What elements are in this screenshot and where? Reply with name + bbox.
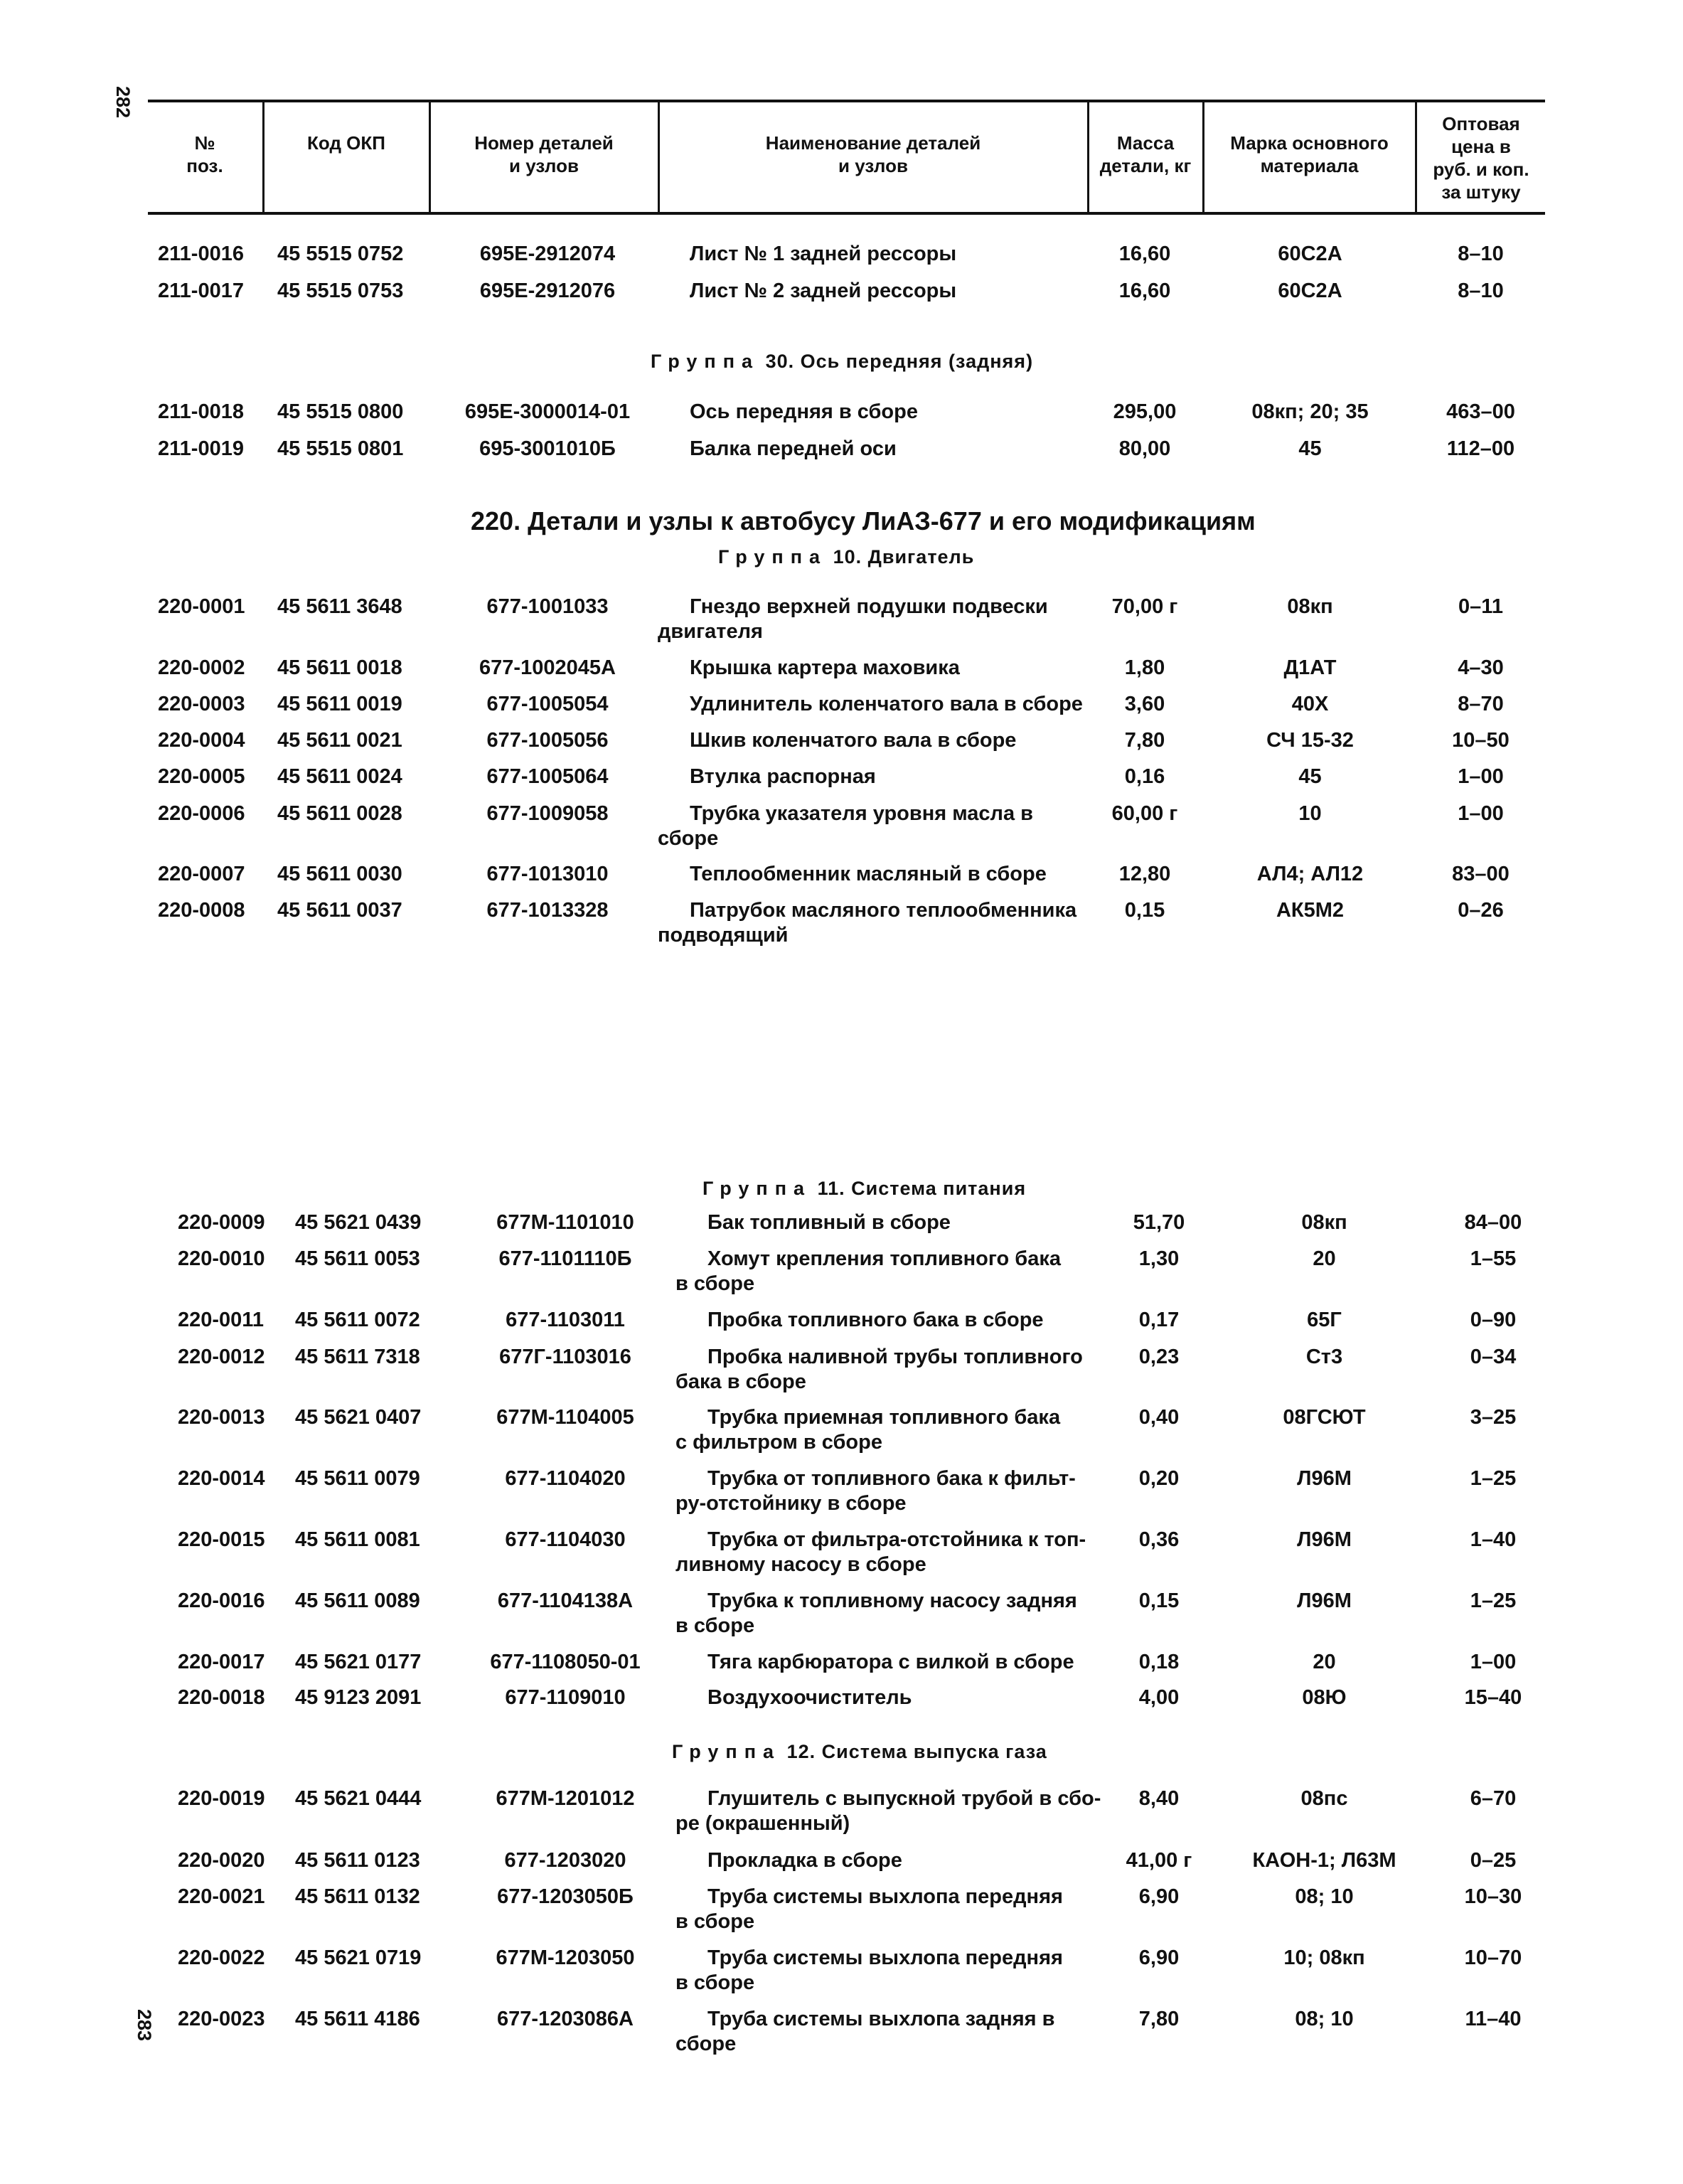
cell-pos: 220-0019 (178, 1787, 265, 1810)
cell-price: 1–00 (1470, 1651, 1517, 1673)
cell-pos: 211-0018 (158, 400, 244, 423)
group-title: 10. Двигатель (833, 546, 975, 568)
cell-name-continued: бака в сборе (675, 1370, 806, 1393)
cell-name-continued: сборе (658, 827, 719, 850)
cell-mass: 6,90 (1138, 1885, 1180, 1908)
cell-number: 677М-1101010 (496, 1211, 634, 1234)
cell-number: 695Е-2912076 (479, 279, 616, 302)
cell-okp: 45 5611 3648 (277, 595, 402, 618)
cell-name: Трубка от фильтра-отстойника к топ- (707, 1528, 1086, 1551)
cell-mass: 60,00 г (1111, 802, 1178, 825)
cell-mass: 3,60 (1124, 693, 1165, 715)
cell-pos: 220-0023 (178, 2008, 265, 2030)
cell-name: Удлинитель коленчатого вала в сборе (690, 693, 1083, 715)
cell-mass: 0,18 (1138, 1651, 1180, 1673)
cell-material: 10; 08кп (1283, 1946, 1365, 1969)
header-bottom-rule (148, 212, 1545, 215)
cell-price: 112–00 (1446, 437, 1515, 460)
table-row (0, 595, 1683, 644)
cell-number: 677Г-1103016 (499, 1346, 631, 1368)
group-heading-30 (651, 351, 1033, 373)
cell-price: 0–11 (1458, 595, 1503, 618)
table-row (0, 801, 1683, 851)
table-row (0, 692, 1683, 718)
cell-pos: 220-0012 (178, 1346, 265, 1368)
header-number: Номер деталей и узлов (474, 132, 614, 176)
cell-material: СЧ 15-32 (1266, 729, 1354, 752)
cell-pos: 220-0005 (158, 765, 245, 788)
cell-okp: 45 5611 0019 (277, 693, 402, 715)
cell-pos: 211-0017 (158, 279, 244, 302)
cell-price: 84–00 (1464, 1211, 1522, 1234)
cell-okp: 45 5515 0801 (277, 437, 404, 460)
table-row (0, 1650, 1683, 1676)
cell-pos: 220-0010 (178, 1247, 265, 1270)
cell-number: 677-1203086А (497, 2008, 634, 2030)
cell-price: 463–00 (1446, 400, 1515, 423)
cell-name-continued: в сборе (675, 1272, 755, 1295)
cell-number: 677-1104138А (497, 1589, 634, 1612)
table-row (0, 728, 1683, 754)
table-row (0, 437, 1683, 462)
cell-mass: 16,60 (1118, 279, 1171, 302)
group-word: Группа (672, 1741, 781, 1762)
header-divider (262, 102, 265, 213)
table-row (0, 1946, 1683, 1996)
cell-okp: 45 9123 2091 (295, 1686, 422, 1709)
cell-name: Пробка наливной трубы топливного (707, 1346, 1083, 1368)
cell-material: 08пс (1300, 1787, 1348, 1810)
cell-name: Труба системы выхлопа передняя (707, 1885, 1063, 1908)
header-material: Марка основного материала (1230, 132, 1389, 176)
cell-material: 20 (1313, 1651, 1336, 1673)
cell-name: Хомут крепления топливного бака (707, 1247, 1061, 1270)
cell-pos: 220-0008 (158, 899, 245, 922)
cell-name: Тяга карбюратора с вилкой в сборе (707, 1651, 1074, 1673)
cell-name-continued: в сборе (675, 1614, 755, 1637)
cell-material: Д1АТ (1283, 656, 1337, 679)
cell-price: 8–10 (1458, 243, 1504, 265)
cell-okp: 45 5621 0439 (295, 1211, 422, 1234)
cell-pos: 220-0007 (158, 863, 245, 885)
cell-okp: 45 5611 0081 (295, 1528, 420, 1551)
cell-name: Трубка к топливному насосу задняя (707, 1589, 1077, 1612)
table-row (0, 1528, 1683, 1577)
cell-material: АЛ4; АЛ12 (1256, 863, 1364, 885)
cell-price: 1–55 (1470, 1247, 1517, 1270)
cell-mass: 7,80 (1138, 2008, 1180, 2030)
cell-number: 677-1104020 (505, 1467, 626, 1490)
cell-okp: 45 5611 4186 (295, 2008, 420, 2030)
cell-mass: 7,80 (1124, 729, 1165, 752)
cell-number: 677-1103011 (506, 1309, 625, 1331)
table-row (0, 1308, 1683, 1333)
section-heading-220: 220. Детали и узлы к автобусу ЛиАЗ-677 и его модификациям (471, 506, 1256, 536)
cell-price: 6–70 (1470, 1787, 1517, 1810)
cell-name: Труба системы выхлопа передняя (707, 1946, 1063, 1969)
group-title: 30. Ось передняя (задняя) (765, 351, 1034, 372)
cell-number: 677-1005054 (486, 693, 609, 715)
cell-material: 08кп; 20; 35 (1251, 400, 1369, 423)
cell-okp: 45 5611 0072 (295, 1309, 420, 1331)
cell-price: 15–40 (1464, 1686, 1522, 1709)
table-row (0, 2007, 1683, 2057)
cell-name: Труба системы выхлопа задняя в (707, 2008, 1055, 2030)
cell-name: Втулка распорная (690, 765, 876, 788)
cell-pos: 220-0020 (178, 1849, 265, 1872)
table-row (0, 1247, 1683, 1296)
cell-name: Лист № 1 задней рессоры (690, 243, 957, 265)
cell-name: Пробка топливного бака в сборе (707, 1309, 1044, 1331)
cell-pos: 220-0021 (178, 1885, 265, 1908)
group-word: Группа (651, 351, 760, 372)
cell-number: 677-1013010 (486, 863, 609, 885)
cell-pos: 220-0003 (158, 693, 245, 715)
cell-price: 4–30 (1458, 656, 1504, 679)
cell-material: 08; 10 (1295, 2008, 1354, 2030)
cell-price: 0–34 (1470, 1346, 1517, 1368)
table-row (0, 279, 1683, 304)
cell-name-continued: ру-отстойнику в сборе (675, 1492, 907, 1515)
header-price: Оптовая цена в руб. и коп. за штуку (1433, 113, 1529, 203)
table-row (0, 1685, 1683, 1711)
cell-price: 1–00 (1458, 765, 1504, 788)
cell-name-continued: подводящий (658, 924, 789, 947)
cell-name: Шкив коленчатого вала в сборе (690, 729, 1017, 752)
cell-price: 0–90 (1470, 1309, 1517, 1331)
header-top-rule (148, 100, 1545, 102)
cell-price: 0–26 (1458, 899, 1504, 922)
table-row (0, 1885, 1683, 1934)
cell-okp: 45 5515 0752 (277, 243, 404, 265)
cell-name-continued: с фильтром в сборе (675, 1431, 882, 1454)
cell-pos: 220-0014 (178, 1467, 265, 1490)
cell-material: 65Г (1307, 1309, 1342, 1331)
cell-number: 695Е-3000014-01 (464, 400, 631, 423)
cell-number: 695-3001010Б (479, 437, 616, 460)
group-heading-10 (718, 546, 974, 568)
cell-name-continued: в сборе (675, 1971, 755, 1994)
cell-pos: 220-0004 (158, 729, 245, 752)
cell-material: 08ГСЮТ (1283, 1406, 1366, 1429)
cell-mass: 0,36 (1138, 1528, 1180, 1551)
cell-material: Ст3 (1305, 1346, 1343, 1368)
table-row (0, 1466, 1683, 1516)
cell-material: 60С2А (1278, 243, 1342, 265)
page-number-bottom: 283 (134, 2008, 156, 2042)
cell-price: 10–50 (1452, 729, 1510, 752)
cell-name: Ось передняя в сборе (690, 400, 918, 423)
table-row (0, 862, 1683, 888)
cell-okp: 45 5611 0089 (295, 1589, 420, 1612)
cell-number: 677-1108050-01 (490, 1651, 641, 1673)
cell-mass: 8,40 (1138, 1787, 1180, 1810)
cell-number: 677М-1203050 (496, 1946, 635, 1969)
cell-mass: 0,20 (1138, 1467, 1180, 1490)
cell-mass: 0,16 (1124, 765, 1165, 788)
cell-number: 677-1009058 (486, 802, 609, 825)
cell-name: Трубка от топливного бака к фильт- (707, 1467, 1076, 1490)
cell-mass: 80,00 (1118, 437, 1171, 460)
cell-okp: 45 5611 0053 (295, 1247, 420, 1270)
cell-name: Воздухоочиститель (707, 1686, 912, 1709)
group-title: 12. Система выпуска газа (786, 1741, 1047, 1762)
cell-okp: 45 5611 0123 (295, 1849, 420, 1872)
cell-okp: 45 5611 0021 (277, 729, 402, 752)
cell-material: 45 (1298, 765, 1322, 788)
cell-mass: 6,90 (1138, 1946, 1180, 1969)
group-word: Группа (702, 1178, 812, 1199)
group-title: 11. Система питания (817, 1178, 1027, 1199)
cell-pos: 220-0002 (158, 656, 245, 679)
cell-okp: 45 5621 0719 (295, 1946, 422, 1969)
cell-name: Балка передней оси (690, 437, 897, 460)
cell-okp: 45 5611 0132 (295, 1885, 420, 1908)
cell-name-continued: в сборе (675, 1910, 755, 1933)
cell-name-continued: сборе (675, 2033, 737, 2055)
cell-mass: 295,00 (1113, 400, 1177, 423)
cell-okp: 45 5611 0030 (277, 863, 402, 885)
cell-number: 677-1002045А (479, 656, 616, 679)
cell-material: 08; 10 (1295, 1885, 1354, 1908)
header-name: Наименование деталей и узлов (765, 132, 981, 176)
header-okp: Код ОКП (307, 132, 385, 154)
cell-number: 677-1109010 (505, 1686, 626, 1709)
table-row (0, 898, 1683, 948)
cell-number: 677-1101110Б (498, 1247, 632, 1270)
cell-mass: 12,80 (1118, 863, 1171, 885)
cell-okp: 45 5515 0800 (277, 400, 404, 423)
cell-price: 0–25 (1470, 1849, 1517, 1872)
cell-name: Теплообменник масляный в сборе (690, 863, 1047, 885)
cell-okp: 45 5611 0018 (277, 656, 402, 679)
cell-pos: 220-0013 (178, 1406, 265, 1429)
cell-material: 08Ю (1302, 1686, 1347, 1709)
cell-pos: 220-0022 (178, 1946, 265, 1969)
cell-name: Глушитель с выпускной трубой в сбо- (707, 1787, 1101, 1810)
cell-number: 677-1203020 (504, 1849, 626, 1872)
cell-mass: 1,30 (1138, 1247, 1180, 1270)
cell-material: КАОН-1; Л63М (1252, 1849, 1396, 1872)
cell-material: 10 (1298, 802, 1322, 825)
cell-price: 3–25 (1470, 1406, 1517, 1429)
table-row (0, 400, 1683, 425)
cell-mass: 0,17 (1138, 1309, 1180, 1331)
cell-okp: 45 5611 7318 (295, 1346, 420, 1368)
table-row (0, 242, 1683, 267)
cell-name: Крышка картера маховика (690, 656, 960, 679)
cell-mass: 16,60 (1118, 243, 1171, 265)
cell-number: 677М-1201012 (496, 1787, 635, 1810)
cell-number: 677-1203050Б (497, 1885, 634, 1908)
cell-mass: 0,23 (1138, 1346, 1180, 1368)
cell-price: 1–40 (1470, 1528, 1517, 1551)
cell-okp: 45 5611 0028 (277, 802, 402, 825)
cell-price: 1–25 (1470, 1467, 1517, 1490)
table-row (0, 1405, 1683, 1455)
cell-material: 08кп (1287, 595, 1333, 618)
cell-pos: 220-0016 (178, 1589, 265, 1612)
cell-material: 08кп (1301, 1211, 1347, 1234)
cell-pos: 220-0009 (178, 1211, 265, 1234)
cell-name-continued: двигателя (658, 620, 763, 643)
table-row (0, 1589, 1683, 1639)
cell-okp: 45 5611 0079 (295, 1467, 420, 1490)
cell-price: 83–00 (1452, 863, 1510, 885)
cell-mass: 0,15 (1124, 899, 1165, 922)
cell-name: Гнездо верхней подушки подвески (690, 595, 1048, 618)
group-word: Группа (718, 546, 828, 568)
cell-pos: 220-0018 (178, 1686, 265, 1709)
cell-material: Л96М (1297, 1528, 1352, 1551)
table-row (0, 1345, 1683, 1395)
cell-mass: 70,00 г (1111, 595, 1178, 618)
cell-mass: 51,70 (1133, 1211, 1185, 1234)
cell-okp: 45 5621 0407 (295, 1406, 422, 1429)
cell-price: 11–40 (1465, 2008, 1522, 2030)
cell-name: Патрубок масляного теплообменника (690, 899, 1077, 922)
cell-okp: 45 5621 0444 (295, 1787, 422, 1810)
cell-material: 40Х (1291, 693, 1329, 715)
cell-material: Л96М (1297, 1589, 1352, 1612)
cell-price: 8–70 (1458, 693, 1504, 715)
cell-pos: 220-0017 (178, 1651, 265, 1673)
cell-number: 677-1001033 (486, 595, 609, 618)
cell-pos: 220-0001 (158, 595, 245, 618)
cell-pos: 211-0016 (158, 243, 244, 265)
cell-material: 45 (1298, 437, 1322, 460)
cell-name-continued: ре (окрашенный) (675, 1812, 850, 1835)
cell-price: 10–70 (1464, 1946, 1522, 1969)
table-row (0, 1210, 1683, 1236)
cell-price: 1–00 (1458, 802, 1504, 825)
cell-material: 20 (1313, 1247, 1336, 1270)
cell-mass: 41,00 г (1126, 1849, 1192, 1872)
cell-price: 10–30 (1464, 1885, 1522, 1908)
cell-price: 8–10 (1458, 279, 1504, 302)
cell-number: 677-1005064 (486, 765, 609, 788)
cell-okp: 45 5611 0024 (277, 765, 402, 788)
cell-name: Трубка приемная топливного бака (707, 1406, 1061, 1429)
cell-name: Трубка указателя уровня масла в (690, 802, 1033, 825)
cell-number: 677-1104030 (505, 1528, 626, 1551)
cell-pos: 211-0019 (158, 437, 244, 460)
cell-name-continued: ливному насосу в сборе (675, 1553, 926, 1576)
header-pos: № поз. (186, 132, 223, 176)
cell-mass: 0,15 (1138, 1589, 1180, 1612)
table-row (0, 1786, 1683, 1836)
cell-name: Бак топливный в сборе (707, 1211, 951, 1234)
cell-pos: 220-0015 (178, 1528, 265, 1551)
cell-okp: 45 5515 0753 (277, 279, 404, 302)
cell-pos: 220-0011 (178, 1309, 264, 1331)
cell-okp: 45 5611 0037 (277, 899, 402, 922)
table-row (0, 1848, 1683, 1874)
cell-number: 677-1013328 (486, 899, 609, 922)
cell-name: Прокладка в сборе (707, 1849, 902, 1872)
cell-number: 677-1005056 (486, 729, 609, 752)
cell-number: 677М-1104005 (496, 1406, 634, 1429)
cell-material: АК5М2 (1276, 899, 1345, 922)
table-row (0, 656, 1683, 681)
header-mass: Масса детали, кг (1099, 132, 1192, 176)
cell-material: 60С2А (1278, 279, 1342, 302)
cell-number: 695Е-2912074 (479, 243, 616, 265)
table-row (0, 765, 1683, 790)
group-heading-11 (702, 1178, 1026, 1200)
cell-mass: 4,00 (1138, 1686, 1180, 1709)
cell-material: Л96М (1297, 1467, 1352, 1490)
group-heading-12 (672, 1741, 1047, 1763)
page-number-top: 282 (112, 85, 134, 119)
cell-pos: 220-0006 (158, 802, 245, 825)
cell-name: Лист № 2 задней рессоры (690, 279, 957, 302)
cell-okp: 45 5621 0177 (295, 1651, 422, 1673)
cell-mass: 1,80 (1124, 656, 1165, 679)
cell-mass: 0,40 (1138, 1406, 1180, 1429)
cell-price: 1–25 (1470, 1589, 1517, 1612)
